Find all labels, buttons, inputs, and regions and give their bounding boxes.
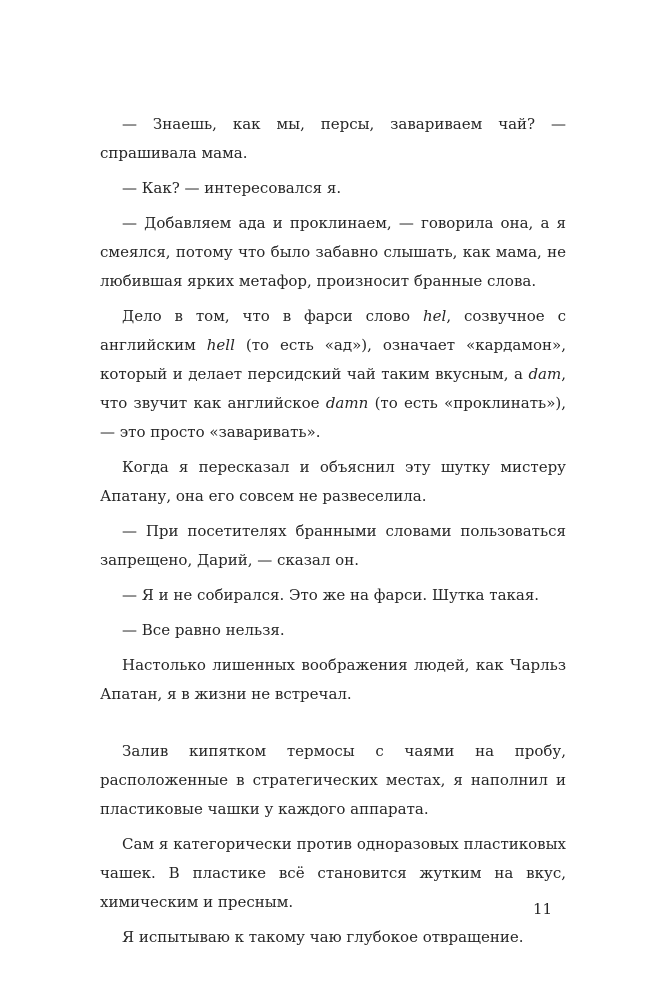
paragraph-9: Настолько лишенных воображения людей, как Чарльз Апатан, я в жизни не встречал.	[100, 656, 566, 703]
page-number: 11	[533, 900, 553, 918]
text-section-1	[100, 110, 566, 709]
paragraph-4-text-1: Дело в том, что в фарси слово	[122, 307, 423, 325]
word-hel: hel	[422, 307, 447, 325]
page-body	[100, 110, 566, 958]
section-break	[100, 709, 566, 737]
paragraph-7: — Я и не собирался. Это же на фарси. Шутка такая.	[122, 586, 540, 604]
paragraph-4-text-4: , что звучит как английское	[100, 365, 566, 412]
paragraph-3: — Добавляем ада и проклинаем, — говорила она, а я смеялся, потому что было забавно слышать, как мама, не любившая ярких метафор, произносит бранные слова.	[100, 214, 566, 290]
paragraph-11: Сам я категорически против одноразовых пластиковых чашек. В пластике всё становится жутким на вкус, химическим и пресным.	[100, 835, 566, 911]
paragraph-5: Когда я пересказал и объяснил эту шутку мистеру Апатану, она его совсем не развеселила.	[100, 458, 566, 505]
paragraph-6: — При посетителях бранными словами пользоваться запрещено, Дарий, — сказал он.	[100, 522, 566, 569]
paragraph-12: Я испытываю к такому чаю глубокое отвращение.	[122, 928, 524, 946]
paragraph-4-text-3: (то есть «ад»), означает «кардамон», который и делает персидский чай таким вкусным, а	[100, 336, 566, 383]
text-section-2	[100, 737, 566, 952]
paragraph-2: — Как? — интересовался я.	[122, 179, 342, 197]
paragraph-4-text-2: , созвучное с английским	[100, 307, 566, 354]
paragraph-4-text-5: (то есть «проклинать»), — это просто «заваривать».	[100, 394, 567, 441]
paragraph-8: — Все равно нельзя.	[122, 621, 285, 639]
word-hell: hell	[206, 336, 235, 354]
paragraph-1: — Знаешь, как мы, персы, завариваем чай? — спрашивала мама.	[100, 115, 566, 162]
paragraph-4	[100, 302, 566, 447]
word-damn: damn	[325, 394, 369, 412]
paragraph-10: Залив кипятком термосы с чаями на пробу, расположенные в стратегических местах, я наполнил и пластиковые чашки у каждого аппарата.	[100, 742, 566, 818]
word-dam: dam	[528, 365, 562, 383]
